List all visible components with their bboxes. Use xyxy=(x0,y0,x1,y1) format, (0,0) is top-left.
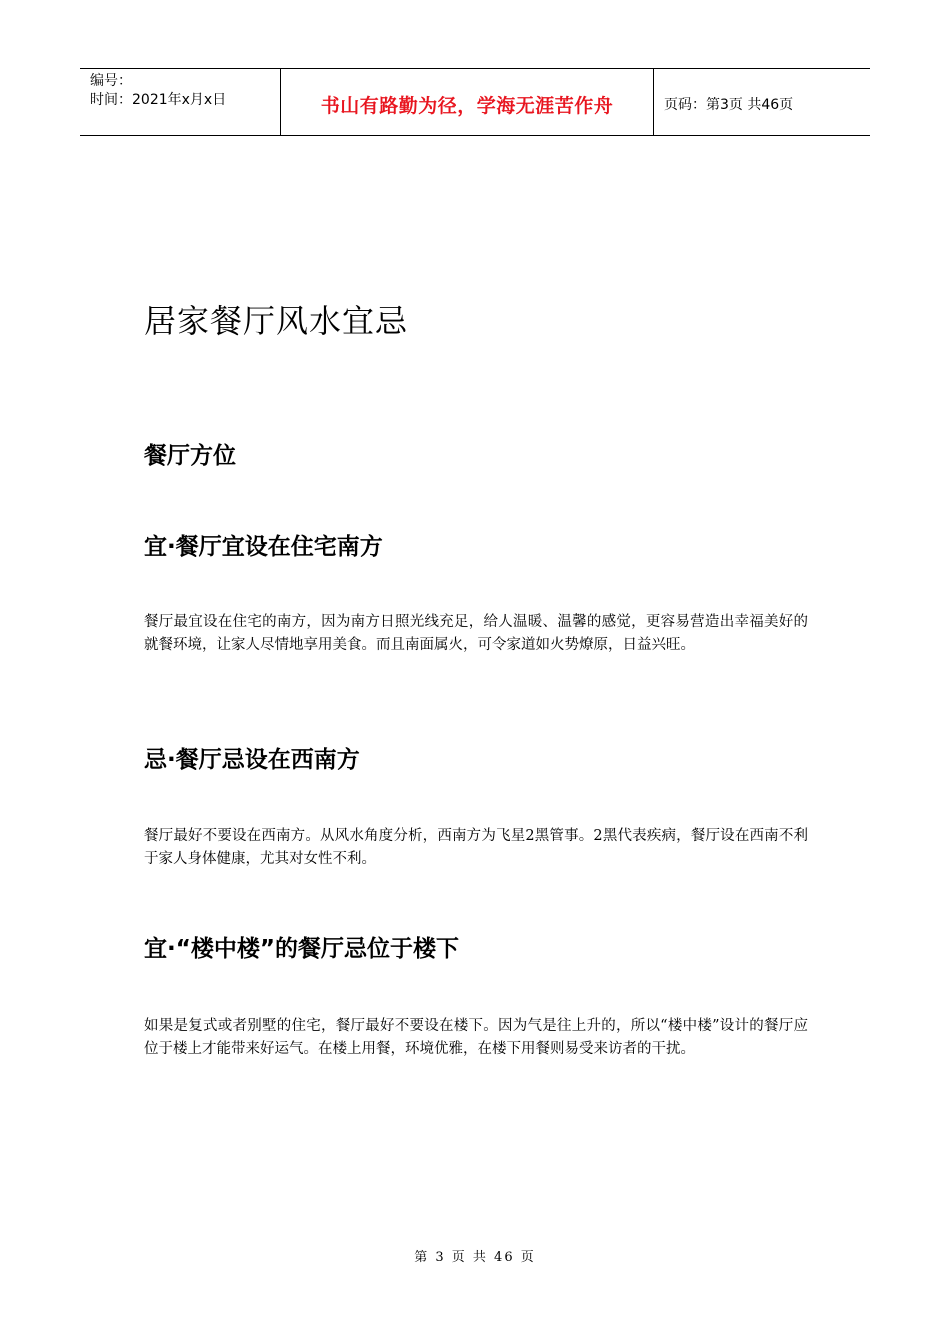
paragraph-duplex: 如果是复式或者别墅的住宅，餐厅最好不要设在楼下。因为气是往上升的，所以“楼中楼”设计的餐厅应位于楼上才能带来好运气。在楼上用餐，环境优雅，在楼下用餐则易受来访者的干扰。 xyxy=(144,1018,808,1057)
page-footer: 第 3 页 共 46 页 xyxy=(414,1250,536,1265)
section-heading-southwest: 忌·餐厅忌设在西南方 xyxy=(144,747,360,773)
section-heading-south: 宜·餐厅宜设在住宅南方 xyxy=(144,534,383,560)
header-time-label: 时间：2021年x月x日 xyxy=(90,92,227,108)
document-title: 居家餐厅风水宜忌 xyxy=(144,302,409,340)
header-page-info: 页码：第3页 共46页 xyxy=(664,97,794,113)
header-motto-cell xyxy=(281,69,654,135)
header-meta-cell xyxy=(80,69,281,135)
header-page-cell xyxy=(654,69,870,135)
document-header xyxy=(80,68,870,136)
paragraph-southwest: 餐厅最好不要设在西南方。从风水角度分析，西南方为飞星2黑管事。2黑代表疾病，餐厅设在西南不利于家人身体健康，尤其对女性不利。 xyxy=(144,828,808,867)
section-heading-duplex: 宜·“楼中楼”的餐厅忌位于楼下 xyxy=(144,936,459,962)
paragraph-south: 餐厅最宜设在住宅的南方，因为南方日照光线充足，给人温暖、温馨的感觉，更容易营造出幸福美好的就餐环境，让家人尽情地享用美食。而且南面属火，可令家道如火势燎原，日益兴旺。 xyxy=(144,614,808,653)
header-number-label: 编号： xyxy=(90,73,132,89)
section-heading-dining-orientation: 餐厅方位 xyxy=(144,443,236,469)
header-motto: 书山有路勤为径，学海无涯苦作舟 xyxy=(320,94,614,117)
